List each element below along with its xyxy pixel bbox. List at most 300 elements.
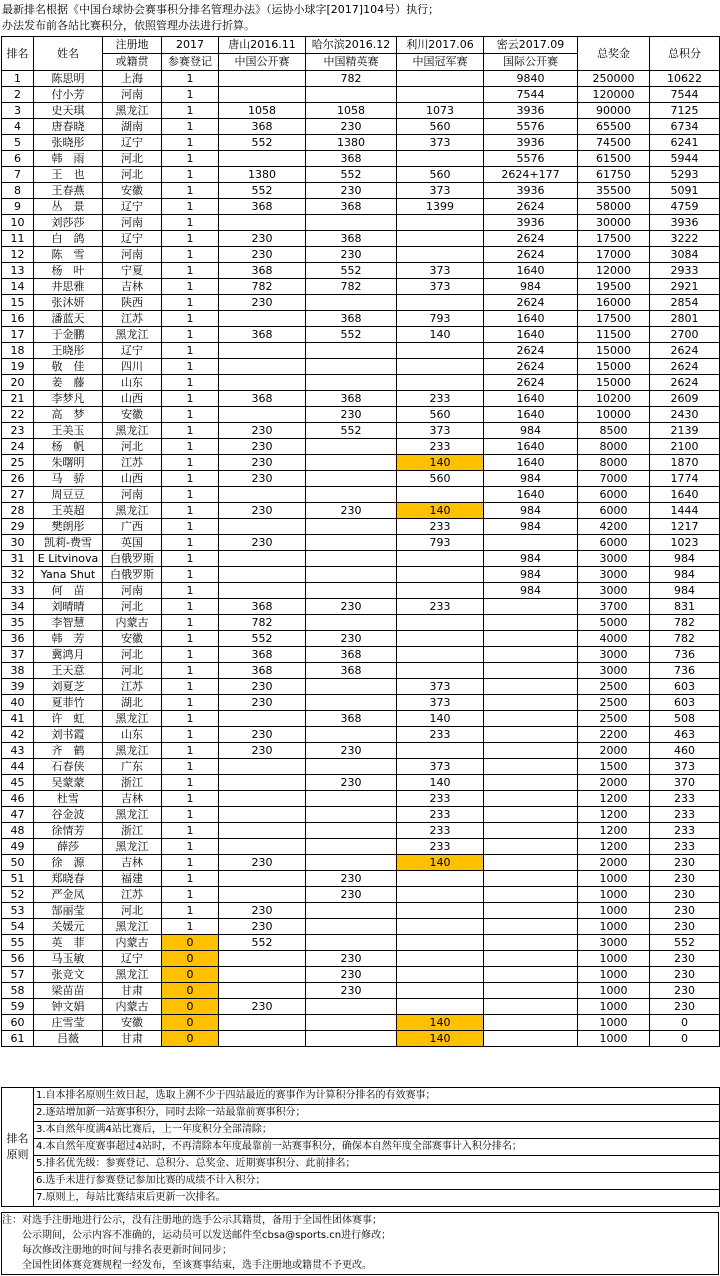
name-cell: 于金鹏 <box>34 327 103 343</box>
rank-cell: 17 <box>2 327 34 343</box>
region-cell: 江苏 <box>103 887 162 903</box>
total-points-cell: 984 <box>650 567 720 583</box>
rule-text: 1.自本排名原则生效日起，选取上溯不少于四站最近的赛事作为计算积分排名的有效赛事； <box>34 1088 434 1105</box>
tangshan-points-cell: 230 <box>219 535 306 551</box>
registration-cell: 1 <box>162 583 219 599</box>
harbin-points-cell <box>306 615 397 631</box>
harbin-points-cell <box>306 823 397 839</box>
tangshan-points-cell <box>219 375 306 391</box>
table-row <box>2 615 720 631</box>
lichuan-points-cell <box>397 999 484 1015</box>
tangshan-points-cell: 230 <box>219 679 306 695</box>
region-cell: 河北 <box>103 599 162 615</box>
name-cell: 张沐妍 <box>34 295 103 311</box>
lichuan-points-cell <box>397 71 484 87</box>
rank-cell: 9 <box>2 199 34 215</box>
prize-cell: 1000 <box>578 871 650 887</box>
registration-cell: 1 <box>162 423 219 439</box>
total-points-cell: 1217 <box>650 519 720 535</box>
region-cell: 江苏 <box>103 455 162 471</box>
miyun-points-cell: 2624 <box>484 199 578 215</box>
harbin-points-cell: 230 <box>306 887 397 903</box>
rule-text: 6.选手未进行参赛登记参加比赛的成绩不计入积分； <box>34 1173 434 1190</box>
prize-cell: 1000 <box>578 967 650 983</box>
lichuan-points-cell: 560 <box>397 167 484 183</box>
registration-cell: 1 <box>162 567 219 583</box>
rank-cell: 42 <box>2 727 34 743</box>
registration-cell: 1 <box>162 455 219 471</box>
rank-cell: 54 <box>2 919 34 935</box>
rank-cell: 7 <box>2 167 34 183</box>
harbin-points-cell <box>306 679 397 695</box>
miyun-points-cell <box>484 711 578 727</box>
name-cell: 高 梦 <box>34 407 103 423</box>
name-cell: 许 虹 <box>34 711 103 727</box>
registration-cell: 1 <box>162 919 219 935</box>
name-cell: 唐春晓 <box>34 119 103 135</box>
prize-cell: 3000 <box>578 663 650 679</box>
name-cell: 李智慧 <box>34 615 103 631</box>
prize-cell: 2500 <box>578 695 650 711</box>
tangshan-points-cell: 368 <box>219 199 306 215</box>
lichuan-points-cell: 140 <box>397 327 484 343</box>
lichuan-points-cell: 373 <box>397 183 484 199</box>
prize-cell: 2000 <box>578 775 650 791</box>
prize-cell: 2000 <box>578 855 650 871</box>
miyun-points-cell <box>484 647 578 663</box>
tangshan-points-cell: 782 <box>219 279 306 295</box>
registration-cell: 1 <box>162 711 219 727</box>
lichuan-points-cell <box>397 567 484 583</box>
name-cell: E Litvinova <box>34 551 103 567</box>
registration-cell: 1 <box>162 167 219 183</box>
rule-row <box>2 1088 720 1105</box>
rank-cell: 51 <box>2 871 34 887</box>
rank-cell: 30 <box>2 535 34 551</box>
prize-cell: 15000 <box>578 343 650 359</box>
name-cell: 杨 帆 <box>34 439 103 455</box>
prize-cell: 30000 <box>578 215 650 231</box>
prize-cell: 1200 <box>578 791 650 807</box>
tangshan-points-cell <box>219 551 306 567</box>
rank-cell: 28 <box>2 503 34 519</box>
miyun-points-cell: 5576 <box>484 119 578 135</box>
header-rank: 排名 <box>2 37 34 71</box>
region-cell: 湖南 <box>103 119 162 135</box>
tangshan-points-cell <box>219 759 306 775</box>
prize-cell: 17500 <box>578 231 650 247</box>
harbin-points-cell: 1058 <box>306 103 397 119</box>
harbin-points-cell: 552 <box>306 263 397 279</box>
prize-cell: 1000 <box>578 983 650 999</box>
prize-cell: 35500 <box>578 183 650 199</box>
region-cell: 黑龙江 <box>103 967 162 983</box>
table-row <box>2 279 720 295</box>
header-event-tangshan: 唐山2016.11 <box>219 37 306 54</box>
prize-cell: 10200 <box>578 391 650 407</box>
rank-cell: 24 <box>2 439 34 455</box>
name-cell: 朱曙明 <box>34 455 103 471</box>
name-cell: 王天意 <box>34 663 103 679</box>
rank-cell: 36 <box>2 631 34 647</box>
harbin-points-cell <box>306 439 397 455</box>
prize-cell: 2000 <box>578 743 650 759</box>
table-row <box>2 967 720 983</box>
region-cell: 河南 <box>103 247 162 263</box>
total-points-cell: 831 <box>650 599 720 615</box>
miyun-points-cell: 2624 <box>484 375 578 391</box>
region-cell: 河北 <box>103 647 162 663</box>
rule-row <box>2 1105 720 1122</box>
name-cell: 吴蒙蒙 <box>34 775 103 791</box>
region-cell: 黑龙江 <box>103 711 162 727</box>
total-points-cell: 736 <box>650 647 720 663</box>
rules-label-line: 原则 <box>6 1148 29 1161</box>
rank-cell: 1 <box>2 71 34 87</box>
harbin-points-cell <box>306 727 397 743</box>
table-row <box>2 343 720 359</box>
registration-cell: 1 <box>162 119 219 135</box>
region-cell: 陕西 <box>103 295 162 311</box>
region-cell: 吉林 <box>103 791 162 807</box>
rank-cell: 37 <box>2 647 34 663</box>
total-points-cell: 370 <box>650 775 720 791</box>
name-cell: 徐情芳 <box>34 823 103 839</box>
registration-cell: 1 <box>162 647 219 663</box>
region-cell: 辽宁 <box>103 951 162 967</box>
table-row <box>2 1031 720 1047</box>
rank-cell: 41 <box>2 711 34 727</box>
rank-cell: 16 <box>2 311 34 327</box>
table-row <box>2 871 720 887</box>
harbin-points-cell <box>306 807 397 823</box>
prize-cell: 3000 <box>578 551 650 567</box>
lichuan-points-cell <box>397 919 484 935</box>
rank-cell: 4 <box>2 119 34 135</box>
total-points-cell: 1023 <box>650 535 720 551</box>
rank-cell: 6 <box>2 151 34 167</box>
rank-cell: 43 <box>2 743 34 759</box>
registration-cell: 1 <box>162 87 219 103</box>
total-points-cell: 230 <box>650 903 720 919</box>
harbin-points-cell <box>306 759 397 775</box>
registration-cell: 1 <box>162 535 219 551</box>
total-points-cell: 2700 <box>650 327 720 343</box>
rule-text: 3.本自然年度满4站比赛后，上一年度积分全部清除； <box>34 1122 434 1139</box>
region-cell: 福建 <box>103 871 162 887</box>
tangshan-points-cell: 552 <box>219 935 306 951</box>
rank-cell: 18 <box>2 343 34 359</box>
registration-cell: 1 <box>162 727 219 743</box>
rule-blank-cell <box>434 1173 720 1190</box>
header-event-miyun: 密云2017.09 <box>484 37 578 54</box>
total-points-cell: 3222 <box>650 231 720 247</box>
tangshan-points-cell <box>219 151 306 167</box>
miyun-points-cell <box>484 839 578 855</box>
harbin-points-cell <box>306 855 397 871</box>
lichuan-points-cell: 233 <box>397 807 484 823</box>
total-points-cell: 230 <box>650 887 720 903</box>
total-points-cell: 373 <box>650 759 720 775</box>
rule-blank-cell <box>434 1156 720 1173</box>
rule-row <box>2 1173 720 1190</box>
lichuan-points-cell: 373 <box>397 679 484 695</box>
total-points-cell: 4759 <box>650 199 720 215</box>
rank-cell: 57 <box>2 967 34 983</box>
harbin-points-cell: 782 <box>306 279 397 295</box>
rank-cell: 5 <box>2 135 34 151</box>
name-cell: 王英超 <box>34 503 103 519</box>
tangshan-points-cell: 368 <box>219 663 306 679</box>
rank-cell: 31 <box>2 551 34 567</box>
total-points-cell: 2624 <box>650 343 720 359</box>
table-row <box>2 759 720 775</box>
prize-cell: 6000 <box>578 487 650 503</box>
total-points-cell: 2933 <box>650 263 720 279</box>
total-points-cell: 230 <box>650 967 720 983</box>
tangshan-points-cell <box>219 871 306 887</box>
harbin-points-cell: 368 <box>306 231 397 247</box>
tangshan-points-cell: 368 <box>219 327 306 343</box>
region-cell: 内蒙古 <box>103 999 162 1015</box>
tangshan-points-cell: 230 <box>219 247 306 263</box>
prize-cell: 1000 <box>578 887 650 903</box>
harbin-points-cell: 230 <box>306 247 397 263</box>
region-cell: 河南 <box>103 583 162 599</box>
name-cell: 严金凤 <box>34 887 103 903</box>
registration-cell: 1 <box>162 103 219 119</box>
tangshan-points-cell <box>219 343 306 359</box>
tangshan-points-cell: 1058 <box>219 103 306 119</box>
lichuan-points-cell <box>397 887 484 903</box>
table-row <box>2 327 720 343</box>
table-row <box>2 311 720 327</box>
harbin-points-cell <box>306 551 397 567</box>
rank-cell: 55 <box>2 935 34 951</box>
region-cell: 上海 <box>103 71 162 87</box>
registration-cell: 1 <box>162 871 219 887</box>
rank-cell: 13 <box>2 263 34 279</box>
rule-row <box>2 1139 720 1156</box>
name-cell: 石春侠 <box>34 759 103 775</box>
tangshan-points-cell: 230 <box>219 999 306 1015</box>
harbin-points-cell <box>306 295 397 311</box>
registration-cell: 0 <box>162 1031 219 1047</box>
miyun-points-cell <box>484 679 578 695</box>
prize-cell: 250000 <box>578 71 650 87</box>
table-row <box>2 679 720 695</box>
name-cell: 刘夏芝 <box>34 679 103 695</box>
table-row <box>2 439 720 455</box>
miyun-points-cell <box>484 823 578 839</box>
harbin-points-cell: 230 <box>306 951 397 967</box>
rank-cell: 33 <box>2 583 34 599</box>
lichuan-points-cell <box>397 967 484 983</box>
region-cell: 广西 <box>103 519 162 535</box>
table-row <box>2 503 720 519</box>
tangshan-points-cell: 552 <box>219 135 306 151</box>
table-row <box>2 103 720 119</box>
harbin-points-cell <box>306 903 397 919</box>
prize-cell: 8000 <box>578 455 650 471</box>
prize-cell: 65500 <box>578 119 650 135</box>
lichuan-points-cell: 560 <box>397 471 484 487</box>
rank-cell: 49 <box>2 839 34 855</box>
region-cell: 辽宁 <box>103 231 162 247</box>
lichuan-points-cell: 373 <box>397 279 484 295</box>
name-cell: 英 菲 <box>34 935 103 951</box>
region-cell: 内蒙古 <box>103 935 162 951</box>
harbin-points-cell <box>306 1031 397 1047</box>
tangshan-points-cell: 230 <box>219 903 306 919</box>
harbin-points-cell <box>306 343 397 359</box>
miyun-points-cell: 984 <box>484 279 578 295</box>
lichuan-points-cell: 373 <box>397 135 484 151</box>
intro-line: 办法发布前各站比赛积分，依照管理办法进行折算。 <box>2 19 255 32</box>
rank-cell: 21 <box>2 391 34 407</box>
lichuan-points-cell: 793 <box>397 535 484 551</box>
tangshan-points-cell <box>219 807 306 823</box>
registration-cell: 1 <box>162 855 219 871</box>
miyun-points-cell: 3936 <box>484 135 578 151</box>
region-cell: 河北 <box>103 167 162 183</box>
registration-cell: 1 <box>162 391 219 407</box>
name-cell: 白 鸽 <box>34 231 103 247</box>
prize-cell: 1000 <box>578 999 650 1015</box>
registration-cell: 1 <box>162 279 219 295</box>
prize-cell: 8000 <box>578 439 650 455</box>
miyun-points-cell: 3936 <box>484 103 578 119</box>
rank-cell: 26 <box>2 471 34 487</box>
header-event-lichuan: 利川2017.06 <box>397 37 484 54</box>
lichuan-points-cell: 140 <box>397 1031 484 1047</box>
region-cell: 山东 <box>103 727 162 743</box>
table-row <box>2 631 720 647</box>
prize-cell: 1000 <box>578 1015 650 1031</box>
harbin-points-cell <box>306 471 397 487</box>
total-points-cell: 7125 <box>650 103 720 119</box>
harbin-points-cell: 368 <box>306 151 397 167</box>
miyun-points-cell <box>484 663 578 679</box>
header-event-miyun-2: 国际公开赛 <box>484 54 578 71</box>
prize-cell: 4000 <box>578 631 650 647</box>
rank-cell: 34 <box>2 599 34 615</box>
name-cell: 庄雪莹 <box>34 1015 103 1031</box>
prize-cell: 5000 <box>578 615 650 631</box>
registration-cell: 1 <box>162 823 219 839</box>
rank-cell: 12 <box>2 247 34 263</box>
total-points-cell: 2624 <box>650 359 720 375</box>
tangshan-points-cell <box>219 71 306 87</box>
table-row <box>2 359 720 375</box>
prize-cell: 90000 <box>578 103 650 119</box>
total-points-cell: 233 <box>650 823 720 839</box>
lichuan-points-cell <box>397 151 484 167</box>
tangshan-points-cell: 782 <box>219 615 306 631</box>
total-points-cell: 5091 <box>650 183 720 199</box>
registration-cell: 1 <box>162 903 219 919</box>
prize-cell: 58000 <box>578 199 650 215</box>
region-cell: 黑龙江 <box>103 327 162 343</box>
rank-cell: 29 <box>2 519 34 535</box>
prize-cell: 3000 <box>578 935 650 951</box>
tangshan-points-cell <box>219 567 306 583</box>
name-cell: 李梦凡 <box>34 391 103 407</box>
footnote-line: 全国性团体赛竞赛规程一经发布，至该赛事结束，选手注册地或籍贯不予更改。 <box>2 1260 372 1271</box>
prize-cell: 15000 <box>578 359 650 375</box>
rank-cell: 44 <box>2 759 34 775</box>
harbin-points-cell: 230 <box>306 743 397 759</box>
miyun-points-cell <box>484 1031 578 1047</box>
tangshan-points-cell: 230 <box>219 855 306 871</box>
rule-row <box>2 1190 720 1207</box>
lichuan-points-cell: 560 <box>397 119 484 135</box>
rank-cell: 53 <box>2 903 34 919</box>
name-cell: 王春燕 <box>34 183 103 199</box>
region-cell: 河北 <box>103 439 162 455</box>
miyun-points-cell: 984 <box>484 551 578 567</box>
lichuan-points-cell: 373 <box>397 263 484 279</box>
tangshan-points-cell: 368 <box>219 391 306 407</box>
tangshan-points-cell <box>219 215 306 231</box>
table-row <box>2 135 720 151</box>
region-cell: 安徽 <box>103 1015 162 1031</box>
lichuan-points-cell <box>397 215 484 231</box>
tangshan-points-cell: 230 <box>219 295 306 311</box>
region-cell: 浙江 <box>103 823 162 839</box>
lichuan-points-cell: 140 <box>397 775 484 791</box>
table-row <box>2 199 720 215</box>
name-cell: 韩 芳 <box>34 631 103 647</box>
registration-cell: 1 <box>162 231 219 247</box>
tangshan-points-cell: 230 <box>219 455 306 471</box>
registration-cell: 0 <box>162 951 219 967</box>
harbin-points-cell <box>306 935 397 951</box>
rule-blank-cell <box>434 1122 720 1139</box>
rank-cell: 15 <box>2 295 34 311</box>
registration-cell: 1 <box>162 551 219 567</box>
prize-cell: 1000 <box>578 919 650 935</box>
lichuan-points-cell: 233 <box>397 823 484 839</box>
region-cell: 辽宁 <box>103 199 162 215</box>
name-cell: 刘莎莎 <box>34 215 103 231</box>
harbin-points-cell: 368 <box>306 199 397 215</box>
lichuan-points-cell <box>397 983 484 999</box>
rank-cell: 32 <box>2 567 34 583</box>
table-row <box>2 647 720 663</box>
total-points-cell: 2624 <box>650 375 720 391</box>
name-cell: 陈思明 <box>34 71 103 87</box>
tangshan-points-cell <box>219 583 306 599</box>
registration-cell: 1 <box>162 695 219 711</box>
footnote-line: 每次修改注册地的时间与排名表更新时间同步； <box>2 1245 232 1256</box>
tangshan-points-cell: 230 <box>219 231 306 247</box>
miyun-points-cell: 1640 <box>484 263 578 279</box>
region-cell: 安徽 <box>103 631 162 647</box>
harbin-points-cell <box>306 215 397 231</box>
harbin-points-cell <box>306 583 397 599</box>
rank-cell: 45 <box>2 775 34 791</box>
total-points-cell: 1774 <box>650 471 720 487</box>
rank-cell: 52 <box>2 887 34 903</box>
table-row <box>2 535 720 551</box>
region-cell: 安徽 <box>103 183 162 199</box>
table-row <box>2 375 720 391</box>
registration-cell: 1 <box>162 311 219 327</box>
lichuan-points-cell <box>397 615 484 631</box>
rank-cell: 35 <box>2 615 34 631</box>
name-cell: 潘蓝天 <box>34 311 103 327</box>
